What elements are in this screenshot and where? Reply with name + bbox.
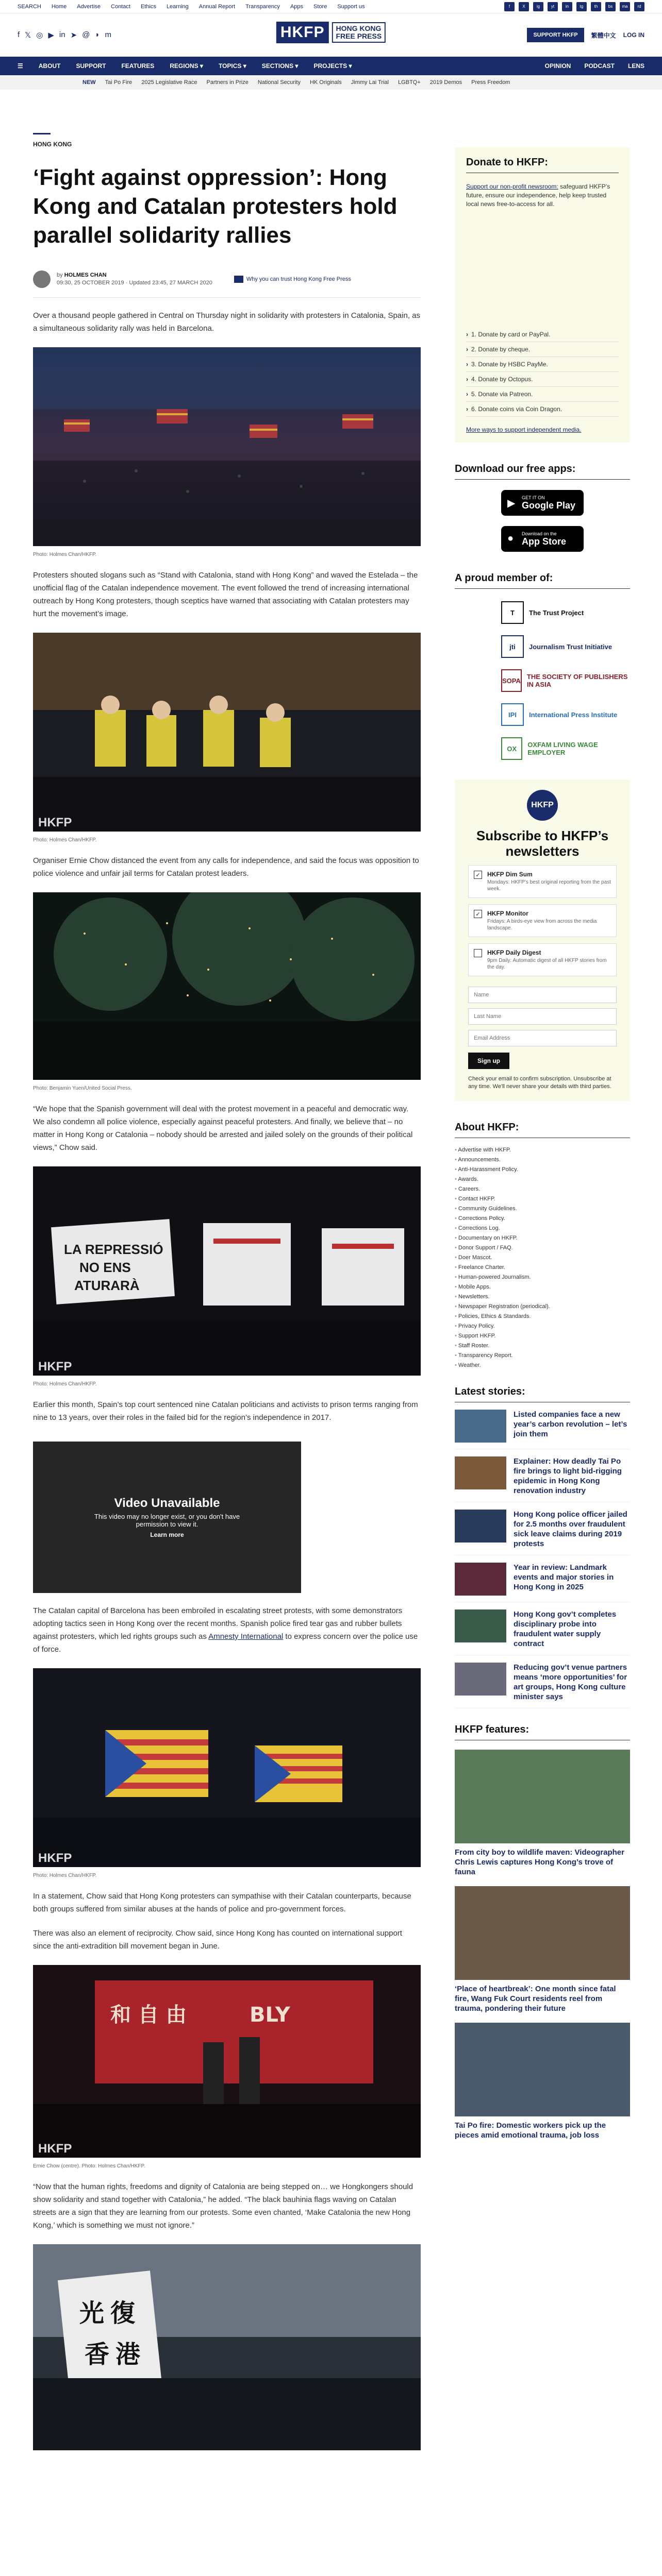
about-link[interactable]: • Human-powered Journalism. bbox=[455, 1273, 630, 1282]
mastodon-icon[interactable]: m bbox=[105, 30, 111, 39]
subnav-item[interactable]: Tai Po Fire bbox=[105, 79, 133, 86]
photo-protest-signs bbox=[33, 1166, 421, 1378]
subnav-item[interactable]: 2025 Legislative Race bbox=[141, 79, 197, 86]
google-play-icon: ▶ bbox=[507, 498, 516, 509]
svg-text:光: 光 bbox=[79, 2299, 105, 2328]
story-title[interactable]: Reducing gov’t venue partners means ‘more opportunities’ for art groups, Hong Kong culture minister says bbox=[514, 1663, 627, 1701]
instagram-icon[interactable]: ◎ bbox=[36, 31, 43, 40]
newsletter-option-text bbox=[487, 871, 611, 892]
social-icon[interactable]: bs bbox=[605, 2, 616, 11]
member-item[interactable] bbox=[501, 738, 630, 759]
top-utility-bar bbox=[0, 0, 662, 13]
paragraph bbox=[33, 1604, 421, 1656]
latest-story[interactable] bbox=[455, 1663, 630, 1708]
about-link[interactable]: • Advertise with HKFP. bbox=[455, 1145, 630, 1155]
subnav-item[interactable]: Partners in Prize bbox=[206, 79, 249, 86]
story-thumbnail bbox=[455, 1663, 506, 1696]
member-logo: OX bbox=[501, 737, 522, 760]
latest-story[interactable] bbox=[455, 1609, 630, 1655]
subnav-items bbox=[105, 79, 510, 86]
member-logo: T bbox=[501, 601, 524, 624]
site-logo[interactable] bbox=[276, 22, 386, 43]
gp-line2: Google Play bbox=[522, 500, 576, 511]
paragraph: Over a thousand people gathered in Central on Thursday night in solidarity with protesters in Catalonia, Spain, as a simultaneous solidarity rally was held in Barcelona. bbox=[33, 311, 420, 333]
newsletter-box bbox=[455, 779, 630, 1101]
trust-link-text: Why you can trust Hong Kong Free Press bbox=[246, 276, 351, 282]
article-title: ‘Fight against oppression’: Hong Kong and Catalan protesters hold parallel solidarity rallies bbox=[33, 165, 398, 248]
social-icon[interactable]: ig bbox=[533, 2, 543, 11]
donate-more bbox=[466, 426, 619, 433]
about-link[interactable]: • Corrections Log. bbox=[455, 1224, 630, 1233]
brand-row bbox=[0, 13, 662, 57]
photo-caption: Photo: Holmes Chan/HKFP. bbox=[33, 1381, 97, 1387]
feature-title[interactable]: ‘Place of heartbreak’: One month since fatal fire, Wang Fuk Court residents reel from trauma, pondering their future bbox=[455, 1985, 616, 2013]
video-subtitle: This video may no longer exist, or you don't have permission to view it. bbox=[94, 1513, 240, 1528]
sub-nav bbox=[0, 75, 662, 90]
member-name: Journalism Trust Initiative bbox=[529, 642, 613, 651]
trust-icon bbox=[234, 276, 243, 283]
video-title: Video Unavailable bbox=[114, 1496, 220, 1510]
top-link[interactable]: Support us bbox=[337, 3, 365, 10]
svg-text:和 自 由: 和 自 由 bbox=[110, 2003, 187, 2027]
paragraph: Earlier this month, Spain’s top court sentenced nine Catalan politicians and activists to prison terms ranging from nine to 13 years, over their roles in the failed bid for the region’s independence in 2017. bbox=[33, 1400, 418, 1422]
nav-item[interactable]: REGIONS ▾ bbox=[170, 62, 203, 70]
top-link[interactable]: Contact bbox=[111, 3, 130, 10]
newsletter-option[interactable] bbox=[468, 904, 617, 937]
latest-story[interactable] bbox=[455, 1410, 630, 1449]
logo-mark: HKFP bbox=[276, 22, 329, 43]
gp-line1: GET IT ON bbox=[522, 495, 545, 500]
story-thumbnail bbox=[455, 1609, 506, 1642]
hkfp-watermark: HKFP bbox=[38, 816, 72, 829]
article-kicker[interactable]: HONG KONG bbox=[33, 141, 72, 148]
paragraph: Organiser Ernie Chow distanced the event from any calls for independence, and said the focus was opposition to police violence and unfair jail terms for Catalan protest leaders. bbox=[33, 856, 419, 878]
nav-item[interactable]: SECTIONS ▾ bbox=[261, 62, 299, 70]
photo-tree-lights bbox=[33, 892, 421, 1082]
svg-text:ATURARÀ: ATURARÀ bbox=[74, 1278, 140, 1293]
about-link[interactable]: • Staff Roster. bbox=[455, 1341, 630, 1351]
story-thumbnail bbox=[455, 1563, 506, 1596]
member-list bbox=[455, 602, 630, 759]
nav-item[interactable]: TOPICS ▾ bbox=[218, 62, 246, 70]
about-link[interactable]: • Corrections Policy. bbox=[455, 1214, 630, 1224]
social-icon[interactable]: ma bbox=[620, 2, 630, 11]
feature-title[interactable]: Tai Po fire: Domestic workers pick up the pieces amid emotional trauma, job loss bbox=[455, 2121, 606, 2140]
paragraph-text: The Catalan capital of Barcelona has been embroiled in escalating street protests, with some demonstrators adopting tactics seen in Hong Kong over the recent months. Spanish police fired tear gas and rubber bullets against protesters, which led rights groups such as bbox=[33, 1606, 403, 1641]
newsletter-title: Subscribe to HKFP’s newsletters bbox=[476, 828, 609, 859]
member-name: THE SOCIETY OF PUBLISHERS IN ASIA bbox=[526, 673, 628, 688]
donate-support-link[interactable]: Support our non-profit newsroom: bbox=[466, 183, 558, 190]
photo-caption: Ernie Chow (centre). Photo: Holmes Chan/HKFP. bbox=[33, 2163, 145, 2169]
paragraph-text: to express concern over the police use of force. bbox=[33, 1632, 418, 1654]
feature-item[interactable] bbox=[455, 2023, 630, 2140]
donate-option[interactable]: › 6. Donate coins via Coin Dragon. bbox=[466, 402, 619, 417]
social-icon[interactable]: yt bbox=[548, 2, 558, 11]
latest-heading: Latest stories: bbox=[455, 1386, 630, 1402]
apps-heading: Download our free apps: bbox=[455, 463, 630, 480]
paragraph: There was also an element of reciprocity. Chow said, since Hong Kong has counted on international support since the anti-extradition bill movement began in June. bbox=[33, 1929, 402, 1951]
newsletter-option-desc: Mondays: HKFP’s best original reporting from the past week. bbox=[487, 879, 611, 892]
top-link[interactable]: Home bbox=[51, 3, 67, 10]
trust-link[interactable] bbox=[234, 276, 351, 283]
about-link[interactable]: • Policies, Ethics & Standards. bbox=[455, 1312, 630, 1321]
google-play-button[interactable] bbox=[501, 490, 584, 516]
member-name: The Trust Project bbox=[529, 608, 584, 617]
photo-yellow-jackets-image bbox=[33, 633, 421, 832]
nav-item[interactable]: FEATURES bbox=[121, 62, 155, 70]
features-list bbox=[455, 1750, 630, 2140]
newsletter-option-desc: Fridays: A birds-eye view from across the media landscape. bbox=[487, 919, 597, 931]
top-link[interactable]: Ethics bbox=[140, 3, 156, 10]
about-link[interactable]: • Anti-Harassment Policy. bbox=[455, 1165, 630, 1175]
about-link[interactable]: • Careers. bbox=[455, 1184, 630, 1194]
svg-text:BLY: BLY bbox=[250, 2003, 290, 2027]
as-line1: Download on the bbox=[522, 531, 557, 536]
newsletter-fine-print: Check your email to confirm subscription. Unsubscribe at any time. We'll never share your details with third parties. bbox=[468, 1076, 611, 1090]
photo-flags-image bbox=[33, 1668, 421, 1867]
newsletter-checkbox[interactable]: ✓ bbox=[474, 871, 482, 879]
social-icon[interactable]: tg bbox=[576, 2, 587, 11]
logo-text bbox=[332, 22, 386, 43]
threads-icon[interactable]: @ bbox=[82, 30, 90, 39]
story-title[interactable]: Year in review: Landmark events and major stories in Hong Kong in 2025 bbox=[514, 1563, 614, 1591]
story-title[interactable]: Hong Kong police officer jailed for 2.5 months over fraudulent sick leave claims during 2019 protests bbox=[514, 1510, 627, 1548]
newsletter-option-text bbox=[487, 910, 611, 931]
subnav-item[interactable]: HK Originals bbox=[309, 79, 342, 86]
author-avatar bbox=[33, 270, 51, 288]
byline bbox=[33, 270, 421, 298]
svg-text:LA REPRESSIÓ: LA REPRESSIÓ bbox=[64, 1242, 163, 1257]
nav-item[interactable]: OPINION bbox=[544, 62, 571, 70]
main-nav bbox=[0, 57, 662, 75]
sidebar bbox=[455, 90, 630, 2453]
linkedin-icon[interactable]: in bbox=[59, 30, 65, 39]
brand-right bbox=[527, 28, 644, 42]
signup-wrap bbox=[468, 1046, 617, 1069]
language-link[interactable]: 繁體中文 bbox=[591, 31, 616, 39]
social-icon[interactable]: rd bbox=[634, 2, 644, 11]
article bbox=[33, 90, 421, 2453]
member-item[interactable] bbox=[501, 602, 630, 623]
svg-text:香: 香 bbox=[85, 2340, 110, 2369]
top-social-icons bbox=[504, 2, 644, 11]
member-item[interactable] bbox=[501, 670, 630, 691]
nav-item[interactable]: ABOUT bbox=[38, 62, 61, 70]
amnesty-link[interactable]: Amnesty International bbox=[208, 1632, 284, 1641]
latest-story[interactable] bbox=[455, 1510, 630, 1555]
about-heading: About HKFP: bbox=[455, 1122, 630, 1138]
about-link[interactable]: • Announcements. bbox=[455, 1155, 630, 1165]
about-link[interactable]: • Awards. bbox=[455, 1175, 630, 1184]
svg-text:復: 復 bbox=[110, 2299, 136, 2328]
photo-yellow-jackets bbox=[33, 633, 421, 834]
about-link[interactable]: • Doer Mascot. bbox=[455, 1253, 630, 1263]
paragraph: “We hope that the Spanish government will deal with the protest movement in a peaceful and democratic way. We also condemn all police violence, especially against peaceful protesters. And finally, we believe that – no matter in Hong Kong or Catalonia – nobody should be arrested and jailed solely on the grounds of their political views,” Chow said. bbox=[33, 1105, 413, 1152]
email-field[interactable] bbox=[468, 1030, 617, 1046]
story-title[interactable]: Explainer: How deadly Tai Po fire brings to light bid-rigging epidemic in Hong Kong renovation industry bbox=[514, 1457, 622, 1495]
hkfp-watermark: HKFP bbox=[38, 1360, 72, 1374]
by-label: by bbox=[57, 272, 63, 278]
member-name: OXFAM LIVING WAGE EMPLOYER bbox=[527, 741, 598, 756]
newsletter-option-title: HKFP Dim Sum bbox=[487, 871, 533, 878]
about-link[interactable]: • Privacy Policy. bbox=[455, 1321, 630, 1331]
member-item[interactable] bbox=[501, 704, 630, 725]
video-embed[interactable] bbox=[33, 1442, 301, 1593]
story-thumbnail bbox=[455, 1510, 506, 1543]
member-logo: jti bbox=[501, 635, 524, 658]
photo-rally-crowd bbox=[33, 347, 421, 549]
donate-list bbox=[466, 327, 619, 417]
member-item[interactable] bbox=[501, 636, 630, 657]
top-links bbox=[18, 4, 365, 10]
photo-stage-speakers-image bbox=[33, 1965, 421, 2158]
newsletter-option[interactable] bbox=[468, 943, 617, 976]
app-store-button[interactable] bbox=[501, 526, 584, 552]
member-heading: A proud member of: bbox=[455, 572, 630, 589]
photo-caption: Photo: Holmes Chan/HKFP. bbox=[33, 1873, 97, 1878]
more-ways-link[interactable]: More ways to support independent media. bbox=[466, 426, 582, 433]
nav-items bbox=[39, 62, 352, 70]
donate-box bbox=[455, 147, 630, 443]
subnav-item[interactable]: LGBTQ+ bbox=[398, 79, 421, 86]
author-name[interactable]: HOLMES CHAN bbox=[64, 272, 107, 278]
photo-flags bbox=[33, 1668, 421, 1870]
newsletter-option-text bbox=[487, 949, 611, 971]
photo-banner-crowd bbox=[33, 2244, 421, 2453]
feature-item[interactable] bbox=[455, 1886, 630, 2013]
subnav-item[interactable]: National Security bbox=[257, 79, 301, 86]
about-link[interactable]: • Support HKFP. bbox=[455, 1331, 630, 1341]
article-dates: 09:30, 25 OCTOBER 2019 · Updated 23:45, 27 MARCH 2020 bbox=[57, 280, 212, 286]
newsletter-checkbox[interactable] bbox=[474, 949, 482, 957]
svg-text:港: 港 bbox=[115, 2340, 141, 2369]
search-link[interactable]: SEARCH bbox=[18, 3, 41, 10]
paragraph: Protesters shouted slogans such as “Stand with Catalonia, stand with Hong Kong” and waved the Estelada – the unofficial flag of the Catalan independence movement. The event followed the trend of increasing international outreach by Hong Kong protesters, though sceptics have warned that associating with Catalan protesters may hurt the movement’s image. bbox=[33, 571, 418, 618]
donate-option[interactable]: › 4. Donate by Octopus. bbox=[466, 372, 619, 387]
about-link[interactable]: • Newspaper Registration (periodical). bbox=[455, 1302, 630, 1312]
member-name: International Press Institute bbox=[529, 710, 618, 719]
story-thumbnail bbox=[455, 1456, 506, 1489]
donate-option[interactable]: › 2. Donate by cheque. bbox=[466, 342, 619, 357]
top-link[interactable]: Transparency bbox=[245, 3, 280, 10]
photo-stage-speakers bbox=[33, 1965, 421, 2160]
apple-icon: ● bbox=[507, 533, 514, 544]
latest-list bbox=[455, 1410, 630, 1708]
newsletter-option-title: HKFP Daily Digest bbox=[487, 949, 541, 956]
social-icon[interactable]: X bbox=[519, 2, 529, 11]
member-logo: IPI bbox=[501, 703, 524, 726]
signup-button[interactable]: Sign up bbox=[468, 1053, 509, 1069]
nav-right bbox=[545, 62, 644, 70]
subnav-item[interactable]: Jimmy Lai Trial bbox=[351, 79, 389, 86]
last-name-field[interactable] bbox=[468, 1008, 617, 1025]
photo-caption: Photo: Benjamin Yuen/United Social Press. bbox=[33, 1086, 132, 1091]
as-line2: App Store bbox=[522, 536, 567, 547]
top-link[interactable]: Advertise bbox=[77, 3, 101, 10]
kicker-rule bbox=[33, 133, 51, 134]
top-link[interactable]: Learning bbox=[166, 3, 189, 10]
subnav-new-label: NEW bbox=[82, 79, 96, 86]
hkfp-watermark: HKFP bbox=[38, 2142, 72, 2156]
about-link[interactable]: • Weather. bbox=[455, 1361, 630, 1370]
newsletter-option[interactable] bbox=[468, 865, 617, 898]
about-link[interactable]: • Mobile Apps. bbox=[455, 1282, 630, 1292]
support-hkfp-button[interactable]: SUPPORT HKFP bbox=[527, 28, 584, 42]
top-link[interactable]: Apps bbox=[290, 3, 304, 10]
about-link[interactable]: • Contact HKFP. bbox=[455, 1194, 630, 1204]
about-link[interactable]: • Freelance Charter. bbox=[455, 1263, 630, 1273]
donate-option[interactable]: › 1. Donate by card or PayPal. bbox=[466, 327, 619, 342]
photo-tree-lights-image bbox=[33, 892, 421, 1080]
feature-image bbox=[455, 1750, 630, 1843]
newsletter-options bbox=[468, 865, 617, 976]
about-link[interactable]: • Community Guidelines. bbox=[455, 1204, 630, 1214]
photo-rally-crowd-image bbox=[33, 347, 421, 546]
photo-banner-crowd-image bbox=[33, 2244, 421, 2450]
newsletter-badge: HKFP bbox=[527, 790, 558, 821]
donate-text bbox=[466, 182, 619, 209]
page-body bbox=[0, 90, 662, 2453]
byline-text bbox=[57, 272, 212, 287]
donate-spacer bbox=[466, 209, 619, 317]
social-icon[interactable]: f bbox=[504, 2, 515, 11]
top-link[interactable]: Store bbox=[313, 3, 327, 10]
feature-image bbox=[455, 1886, 630, 1980]
x-icon[interactable]: 𝕏 bbox=[25, 31, 31, 40]
newsletter-checkbox[interactable]: ✓ bbox=[474, 910, 482, 918]
features-heading: HKFP features: bbox=[455, 1724, 630, 1740]
feature-item[interactable] bbox=[455, 1750, 630, 1877]
photo-caption: Photo: Holmes Chan/HKFP. bbox=[33, 837, 97, 843]
logo-text-2: FREE PRESS bbox=[336, 32, 382, 40]
menu-icon[interactable]: ☰ bbox=[18, 62, 23, 70]
svg-text:NO ENS: NO ENS bbox=[79, 1260, 131, 1275]
story-title[interactable]: Listed companies face a new year’s carbon revolution – let’s join them bbox=[514, 1410, 627, 1438]
donate-option[interactable]: › 5. Donate via Patreon. bbox=[466, 387, 619, 402]
photo-protest-signs-image bbox=[33, 1166, 421, 1376]
telegram-icon[interactable]: ➤ bbox=[70, 31, 77, 40]
logo-text-1: HONG KONG bbox=[336, 24, 382, 32]
subnav-item[interactable]: Press Freedom bbox=[471, 79, 510, 86]
feature-image bbox=[455, 2023, 630, 2116]
donate-desc: safeguard HKFP’s future, ensure our independence, help keep trusted local news free-to-access for all. bbox=[466, 183, 610, 208]
nav-item[interactable]: PROJECTS ▾ bbox=[313, 62, 352, 70]
hkfp-watermark: HKFP bbox=[38, 1851, 72, 1865]
bluesky-icon[interactable]: ◗ bbox=[95, 30, 100, 39]
about-link[interactable]: • Donor Support / FAQ. bbox=[455, 1243, 630, 1253]
about-link[interactable]: • Transparency Report. bbox=[455, 1351, 630, 1361]
paragraph: In a statement, Chow said that Hong Kong protesters can sympathise with their Catalan counterparts, because both groups suffered from similar abuses at the hands of police and pro-government forces. bbox=[33, 1892, 411, 1913]
login-link[interactable]: LOG IN bbox=[623, 31, 644, 39]
name-field[interactable] bbox=[468, 987, 617, 1003]
nav-item[interactable]: SUPPORT bbox=[76, 62, 106, 70]
nav-item[interactable]: LENS bbox=[627, 62, 644, 70]
about-list bbox=[455, 1145, 630, 1370]
newsletter-option-title: HKFP Monitor bbox=[487, 910, 528, 917]
story-title[interactable]: Hong Kong gov’t completes disciplinary probe into fraudulent water supply contract bbox=[514, 1610, 617, 1648]
feature-title[interactable]: From city boy to wildlife maven: Videographer Chris Lewis captures Hong Kong’s trove of fauna bbox=[455, 1848, 624, 1876]
latest-story[interactable] bbox=[455, 1456, 630, 1502]
paragraph: “Now that the human rights, freedoms and dignity of Catalonia are being stepped on… we Hongkongers should show solidarity and stand together with Catalonia,” he added. “The black bauhinia flags waving on Catalan streets are a sign that they are learning from our protests. Some even chanted, ‘Make Catalonia the new Hong Kong,’ which is something we must not ignore.” bbox=[33, 2182, 413, 2230]
nav-item[interactable]: PODCAST bbox=[584, 62, 615, 70]
photo-caption: Photo: Holmes Chan/HKFP. bbox=[33, 552, 97, 557]
donate-option[interactable]: › 3. Donate by HSBC PayMe. bbox=[466, 357, 619, 372]
social-icon[interactable]: th bbox=[591, 2, 601, 11]
about-link[interactable]: • Newsletters. bbox=[455, 1292, 630, 1302]
latest-story[interactable] bbox=[455, 1563, 630, 1602]
story-thumbnail bbox=[455, 1410, 506, 1443]
subnav-item[interactable]: 2019 Demos bbox=[429, 79, 462, 86]
facebook-icon[interactable]: f bbox=[18, 30, 20, 39]
youtube-icon[interactable]: ▶ bbox=[48, 31, 54, 40]
social-icon[interactable]: in bbox=[562, 2, 572, 11]
newsletter-option-desc: 9pm Daily: Automatic digest of all HKFP stories from the day. bbox=[487, 958, 607, 970]
donate-heading: Donate to HKFP: bbox=[466, 157, 619, 173]
brand-social bbox=[18, 30, 111, 40]
member-logo: SOPA bbox=[501, 669, 522, 692]
video-learn-more-link[interactable]: Learn more bbox=[150, 1531, 184, 1538]
top-link[interactable]: Annual Report bbox=[198, 3, 236, 10]
about-link[interactable]: • Documentary on HKFP. bbox=[455, 1233, 630, 1243]
